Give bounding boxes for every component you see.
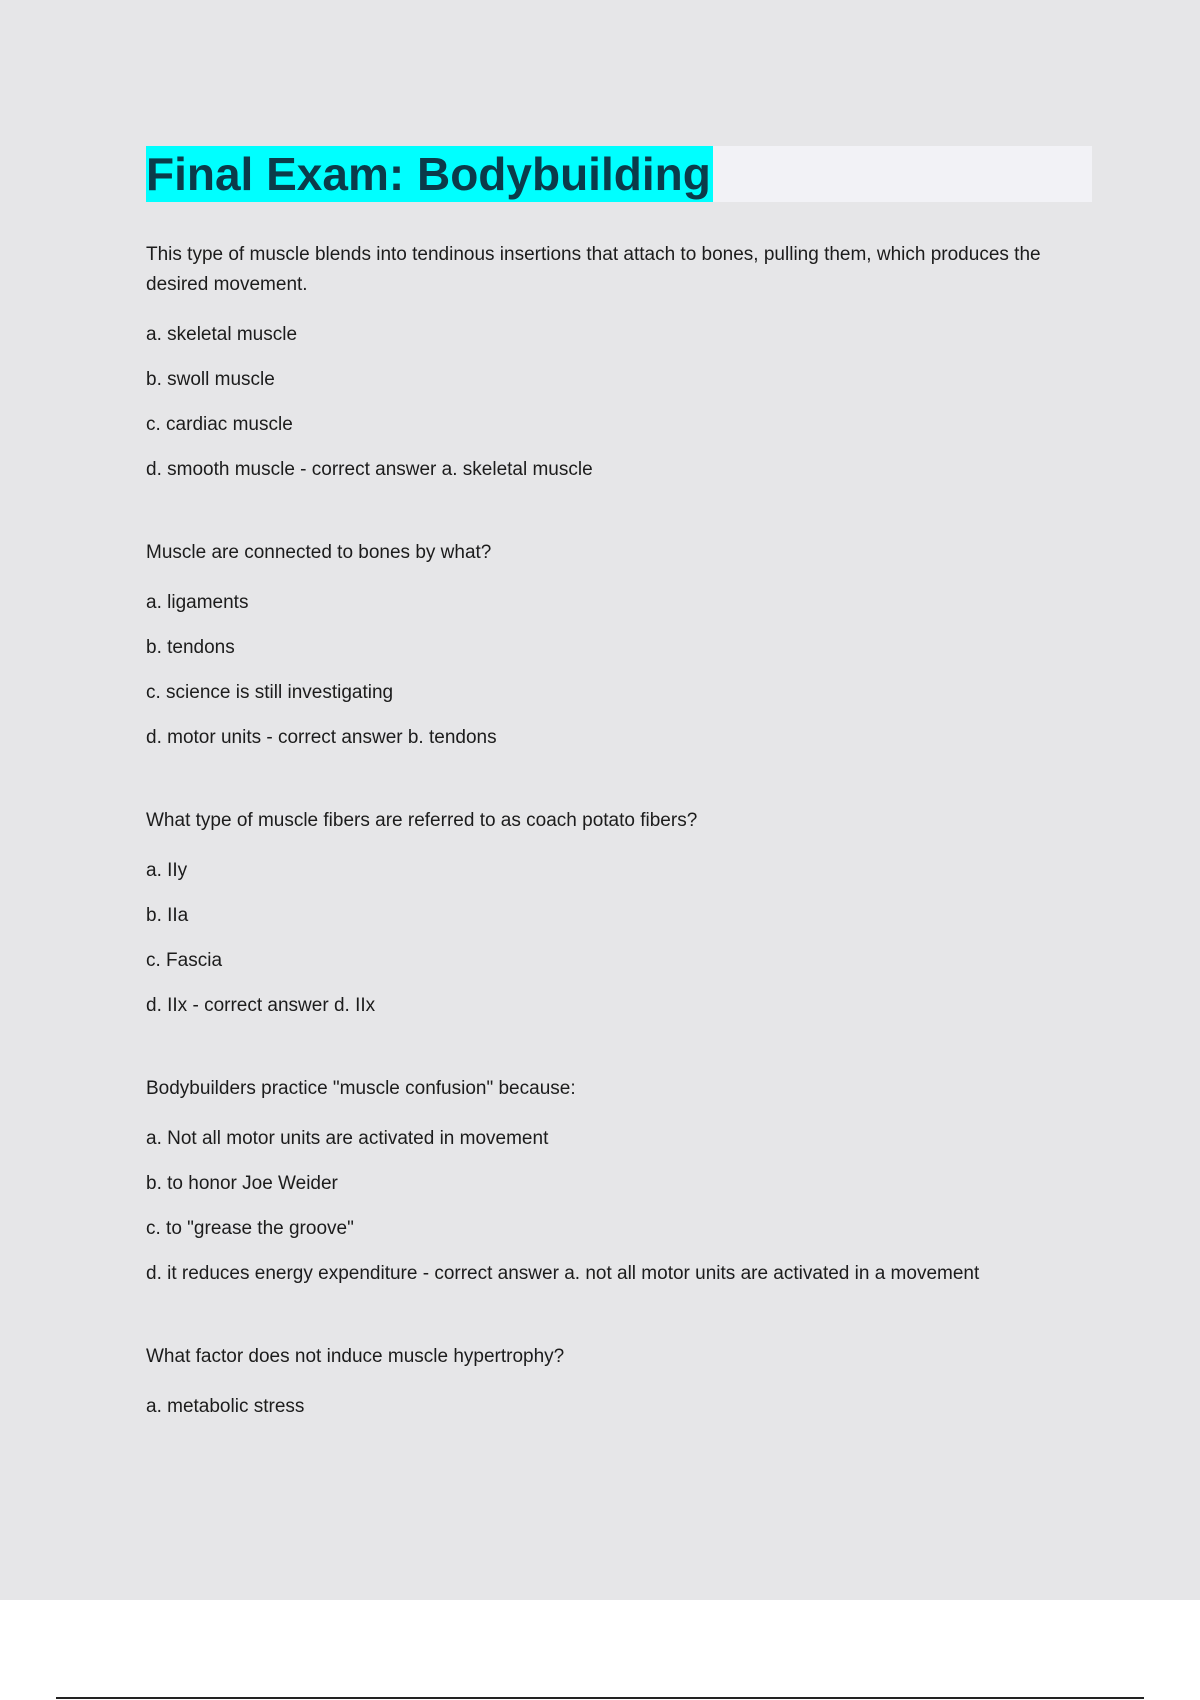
option-d-with-answer: d. IIx - correct answer d. IIx — [146, 995, 376, 1016]
question-text: What factor does not induce muscle hypertrophy? — [146, 1346, 565, 1367]
question-1 — [146, 240, 1092, 492]
option-c: c. Fascia — [146, 950, 223, 971]
option-b: b. tendons — [146, 637, 235, 658]
question-text: Muscle are connected to bones by what? — [146, 542, 492, 563]
option-a: a. metabolic stress — [146, 1396, 305, 1417]
question-4 — [146, 1074, 1092, 1296]
option-a: a. Not all motor units are activated in movement — [146, 1128, 549, 1149]
option-c: c. cardiac muscle — [146, 414, 293, 435]
question-text: This type of muscle blends into tendinous insertions that attach to bones, pulling them, which produces the desired movement. — [146, 244, 1041, 295]
option-d-with-answer: d. it reduces energy expenditure - correct answer a. not all motor units are activated in a movement — [146, 1263, 980, 1284]
option-a: a. ligaments — [146, 592, 249, 613]
question-list — [146, 240, 1092, 1475]
page-title: Final Exam: Bodybuilding — [146, 148, 711, 200]
option-d-with-answer: d. smooth muscle - correct answer a. skeletal muscle — [146, 459, 593, 480]
option-a: a. IIy — [146, 860, 188, 881]
option-b: b. swoll muscle — [146, 369, 275, 390]
footer-divider — [56, 1697, 1144, 1699]
option-b: b. to honor Joe Weider — [146, 1173, 338, 1194]
question-3 — [146, 806, 1092, 1028]
option-c: c. to "grease the groove" — [146, 1218, 354, 1239]
option-c: c. science is still investigating — [146, 682, 394, 703]
option-a: a. skeletal muscle — [146, 324, 298, 345]
question-text: What type of muscle fibers are referred to as coach potato fibers? — [146, 810, 698, 831]
question-5 — [146, 1342, 1092, 1429]
question-text: Bodybuilders practice "muscle confusion" because: — [146, 1078, 576, 1099]
question-2 — [146, 538, 1092, 760]
option-d-with-answer: d. motor units - correct answer b. tendons — [146, 727, 497, 748]
option-b: b. IIa — [146, 905, 189, 926]
